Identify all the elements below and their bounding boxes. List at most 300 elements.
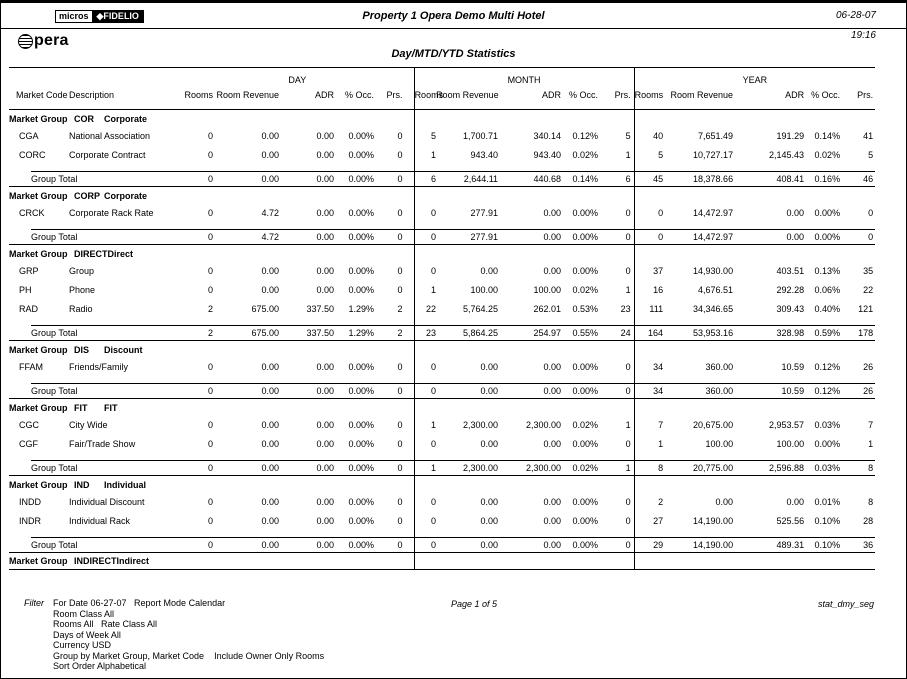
stat-value: 0.59%	[814, 327, 841, 338]
stat-value: 0	[598, 204, 634, 223]
stat-value: 35	[863, 265, 874, 276]
stat-value: 2,953.57	[769, 419, 805, 430]
stat-value: 0.00	[786, 231, 805, 242]
group-total-rule	[9, 319, 875, 326]
stat-value: 46	[863, 173, 874, 184]
stat-value: 0	[598, 230, 634, 245]
stat-value: 8	[658, 462, 664, 473]
stat-value: 0.00	[316, 265, 334, 276]
stat-value: 6	[598, 172, 634, 187]
stat-value: 2,145.43	[769, 149, 805, 160]
stat-value: 0.00	[261, 284, 279, 295]
col-header-rooms-d: Rooms	[184, 89, 213, 100]
filter-line: Sort Order Alphabetical	[53, 661, 147, 671]
stat-value: 100.00	[705, 438, 734, 449]
stat-value: 0.00%	[348, 539, 374, 550]
stat-value: 1.29%	[348, 327, 374, 338]
table-row	[9, 281, 875, 300]
stat-value: 0.00	[261, 173, 279, 184]
stat-value: 0.12%	[572, 130, 599, 141]
market-code: CGF	[19, 438, 38, 449]
stat-value: 14,930.00	[693, 265, 734, 276]
stat-value: 0.00	[480, 496, 499, 507]
market-group-header-row	[9, 187, 875, 204]
stat-value: 0	[207, 539, 213, 550]
stat-value: 191.29	[776, 130, 805, 141]
stat-value: 7,651.49	[698, 130, 734, 141]
stat-value: 0.00	[316, 231, 334, 242]
stat-value: 0	[374, 172, 414, 187]
stat-value: 5	[868, 149, 874, 160]
market-group-code: CORP	[74, 190, 101, 201]
market-group-corp	[9, 187, 875, 245]
stat-value: 24	[598, 326, 634, 341]
stat-value: 0.00	[543, 265, 562, 276]
stat-value: 29	[653, 539, 664, 550]
market-group-cor	[9, 110, 875, 187]
stat-value: 0.00	[316, 462, 334, 473]
stat-value: 0	[658, 207, 664, 218]
stat-value: 0.40%	[814, 303, 841, 314]
stat-value: 0.00	[261, 539, 279, 550]
stat-value: 0.00%	[348, 462, 374, 473]
stat-value: 20,675.00	[693, 419, 734, 430]
col-header-adr-m: ADR	[542, 89, 562, 100]
group-total-rule	[9, 377, 875, 384]
group-total-label: Group Total	[31, 539, 78, 550]
stat-value: 0	[598, 493, 634, 512]
column-header-row	[9, 89, 875, 110]
market-group-header-row	[9, 341, 875, 358]
stat-value: 309.43	[776, 303, 805, 314]
stat-value: 0.00	[543, 438, 562, 449]
stat-value: 0.00	[261, 130, 279, 141]
table-row	[9, 262, 875, 281]
stat-value: 0	[658, 231, 664, 242]
stat-value: 26	[863, 385, 874, 396]
stat-value: 14,190.00	[693, 539, 734, 550]
stat-value: 0	[374, 384, 414, 399]
stat-value: 0.00%	[348, 515, 374, 526]
stat-value: 0.00%	[348, 149, 374, 160]
stat-value: 0	[598, 384, 634, 399]
group-total-row	[9, 461, 875, 476]
stat-value: 0.55%	[572, 327, 599, 338]
period-header-year: YEAR	[742, 74, 768, 85]
stat-value: 0.00%	[572, 496, 599, 507]
market-group-name: Corporate	[104, 113, 148, 124]
stat-value: 292.28	[776, 284, 805, 295]
stat-value: 0	[374, 281, 414, 300]
stat-value: 0.00	[261, 385, 279, 396]
fidelio-logo-text: ◆FIDELIO	[93, 10, 144, 23]
stat-value: 0.00%	[572, 207, 599, 218]
stat-value: 0.00	[786, 496, 805, 507]
stat-value: 34,346.65	[693, 303, 734, 314]
market-group-name: Discount	[104, 344, 143, 355]
market-code-description: Friends/Family	[69, 361, 129, 372]
market-group-name: Indirect	[116, 556, 150, 566]
group-total-row	[9, 172, 875, 187]
market-code-description: Radio	[69, 303, 93, 314]
col-header-prs-y: Prs.	[857, 89, 874, 100]
market-group-header-row	[9, 476, 875, 493]
stat-value: 121	[858, 303, 874, 314]
stat-value: 0.00%	[348, 361, 374, 372]
stat-value: 0	[598, 262, 634, 281]
stat-value: 0	[207, 231, 213, 242]
stat-value: 0	[598, 512, 634, 531]
stat-value: 2	[374, 300, 414, 319]
table-row	[9, 358, 875, 377]
opera-logo-text: pera	[34, 32, 69, 49]
market-group-name: FIT	[104, 402, 118, 413]
filter-section	[24, 598, 906, 672]
stat-value: 2	[658, 496, 664, 507]
stat-value: 0.00	[316, 438, 334, 449]
stat-value: 0.00	[316, 515, 334, 526]
stat-value: 100.00	[533, 284, 562, 295]
market-group-label: Market Group	[9, 479, 68, 490]
stat-value: 0.00	[543, 539, 562, 550]
stat-value: 0	[431, 515, 437, 526]
market-group-label: Market Group	[9, 556, 68, 566]
market-group-label: Market Group	[9, 344, 68, 355]
stat-value: 1	[658, 438, 664, 449]
filter-lines	[53, 598, 324, 672]
market-group-ind	[9, 476, 875, 553]
market-code: INDD	[19, 496, 41, 507]
stat-value: 18,378.66	[693, 173, 734, 184]
stat-value: 675.00	[251, 327, 279, 338]
col-header-rooms-m: Rooms	[414, 89, 444, 100]
market-code-description: Individual Discount	[69, 496, 145, 507]
table-row	[9, 146, 875, 165]
stat-value: 111	[649, 303, 664, 314]
stat-value: 0	[207, 173, 213, 184]
group-total-rule	[9, 223, 875, 230]
stat-value: 14,472.97	[693, 231, 734, 242]
opera-logo	[18, 32, 69, 50]
period-header-row	[9, 68, 875, 89]
stat-value: 0.00	[543, 361, 562, 372]
stat-value: 254.97	[533, 327, 562, 338]
stat-value: 1	[598, 416, 634, 435]
stat-value: 0.00%	[814, 438, 841, 449]
stat-value: 0	[431, 438, 437, 449]
market-code: GRP	[19, 265, 39, 276]
stat-value: 0	[431, 265, 437, 276]
period-header-month: MONTH	[414, 68, 634, 89]
stat-value: 0	[207, 284, 213, 295]
report-subheader	[1, 29, 906, 67]
stat-value: 525.56	[776, 515, 805, 526]
market-group-code: FIT	[74, 402, 88, 413]
stat-value: 0.00%	[348, 207, 374, 218]
stat-value: 2,300.00	[463, 419, 499, 430]
stat-value: 328.98	[776, 327, 805, 338]
group-total-row	[9, 384, 875, 399]
stat-value: 2,300.00	[526, 462, 562, 473]
stat-value: 0.00	[261, 496, 279, 507]
stat-value: 0.02%	[572, 284, 599, 295]
group-total-label: Group Total	[31, 327, 78, 338]
stat-value: 0	[374, 416, 414, 435]
stat-value: 0.00	[261, 149, 279, 160]
stat-value: 1.29%	[348, 303, 374, 314]
market-code-description: City Wide	[69, 419, 108, 430]
group-total-label: Group Total	[31, 385, 78, 396]
stat-value: 0.00%	[814, 231, 841, 242]
stat-value: 0.00%	[572, 438, 599, 449]
stat-value: 2,644.11	[463, 173, 499, 184]
stat-value: 14,190.00	[693, 515, 734, 526]
stat-value: 0.16%	[814, 173, 841, 184]
stat-value: 0	[374, 493, 414, 512]
stat-value: 675.00	[251, 303, 279, 314]
stat-value: 1	[431, 149, 437, 160]
stat-value: 0	[374, 538, 414, 553]
group-total-row	[9, 230, 875, 245]
stat-value: 0	[431, 539, 437, 550]
stat-value: 0.00	[543, 385, 562, 396]
stat-value: 1	[598, 146, 634, 165]
market-group-code: DIRECT	[74, 248, 108, 259]
stat-value: 27	[653, 515, 664, 526]
group-total-label: Group Total	[31, 462, 78, 473]
market-group-header-row	[9, 245, 875, 262]
market-group-dis	[9, 341, 875, 399]
table-row	[9, 300, 875, 319]
col-header-description: Description	[69, 89, 115, 100]
stat-value: 0	[207, 265, 213, 276]
filter-line: Rooms All Rate Class All	[53, 619, 158, 629]
col-header-roomrevenue-d: Room Revenue	[216, 89, 279, 100]
stat-value: 0.03%	[814, 462, 841, 473]
report-footer	[1, 598, 906, 672]
print-time: 19:16	[850, 30, 876, 41]
stat-value: 0.03%	[814, 419, 841, 430]
market-code: CGA	[19, 130, 39, 141]
table-row	[9, 416, 875, 435]
stat-value: 36	[863, 539, 874, 550]
stat-value: 0	[207, 515, 213, 526]
market-code: CRCK	[19, 207, 45, 218]
stat-value: 100.00	[776, 438, 805, 449]
stat-value: 0.10%	[814, 515, 841, 526]
stat-value: 41	[863, 130, 874, 141]
stat-value: 337.50	[306, 303, 334, 314]
stat-value: 2	[207, 327, 213, 338]
market-group-code: INDIRECT	[74, 556, 117, 566]
group-total-row	[9, 538, 875, 553]
stats-table	[9, 67, 875, 570]
market-group-direct	[9, 245, 875, 341]
stat-value: 0.00%	[348, 173, 374, 184]
stat-value: 26	[863, 361, 874, 372]
stat-value: 0	[374, 358, 414, 377]
col-header-roomrevenue-y: Room Revenue	[670, 89, 734, 100]
market-group-name: Individual	[104, 479, 147, 490]
stat-value: 1	[431, 284, 437, 295]
stat-value: 403.51	[776, 265, 805, 276]
stat-value: 0.00	[316, 130, 334, 141]
stat-value: 0.00	[480, 385, 499, 396]
stat-value: 0	[374, 230, 414, 245]
stat-value: 2,300.00	[526, 419, 562, 430]
stat-value: 0.00	[316, 361, 334, 372]
market-code: FFAM	[19, 361, 43, 372]
stat-value: 22	[863, 284, 874, 295]
stat-value: 0	[207, 207, 213, 218]
stat-value: 7	[868, 419, 874, 430]
group-total-row	[9, 326, 875, 341]
stat-value: 1	[598, 461, 634, 476]
stat-value: 2	[374, 326, 414, 341]
market-group-code: COR	[74, 113, 94, 124]
stat-value: 0.06%	[814, 284, 841, 295]
market-code-description: Individual Rack	[69, 515, 131, 526]
stat-value: 0	[598, 435, 634, 454]
market-group-label: Market Group	[9, 190, 68, 201]
stat-value: 0.00	[480, 515, 499, 526]
stat-value: 0.00%	[348, 419, 374, 430]
micros-logo-text: micros	[55, 10, 93, 23]
market-group-label: Market Group	[9, 248, 68, 259]
filter-line: Group by Market Group, Market Code Include Owner Only Rooms	[53, 650, 325, 661]
group-total-rule	[9, 165, 875, 172]
market-code: RAD	[19, 303, 39, 314]
market-code: CORC	[19, 149, 46, 160]
micros-fidelio-logo	[55, 10, 144, 23]
stat-value: 1	[431, 419, 437, 430]
filter-line: Currency USD	[53, 640, 112, 650]
stat-value: 0.00	[316, 539, 334, 550]
stat-value: 14,472.97	[693, 207, 734, 218]
stat-value: 0.00	[543, 515, 562, 526]
filter-line: Room Class All	[53, 608, 115, 619]
stat-value: 0.00	[480, 438, 499, 449]
stat-value: 20,775.00	[693, 462, 734, 473]
stat-value: 337.50	[306, 327, 334, 338]
filter-label: Filter	[24, 598, 44, 608]
stat-value: 0.01%	[814, 496, 841, 507]
stat-value: 0.00%	[348, 265, 374, 276]
stat-value: 23	[426, 327, 437, 338]
stat-value: 0.00%	[814, 207, 841, 218]
stat-value: 0	[207, 149, 213, 160]
market-group-name: Direct	[107, 248, 134, 259]
stat-value: 0.00	[261, 419, 279, 430]
stat-value: 0.00%	[572, 385, 599, 396]
stat-value: 277.91	[470, 207, 499, 218]
stat-value: 10,727.17	[693, 149, 734, 160]
stat-value: 0.00	[261, 438, 279, 449]
report-title: Day/MTD/YTD Statistics	[391, 48, 516, 60]
stat-value: 0	[374, 512, 414, 531]
stat-value: 6	[431, 173, 437, 184]
stat-value: 0.00	[480, 361, 499, 372]
property-title: Property 1 Opera Demo Multi Hotel	[362, 10, 545, 22]
stat-value: 2,596.88	[769, 462, 805, 473]
stat-value: 0.00%	[572, 361, 599, 372]
group-total-rule	[9, 454, 875, 461]
stat-value: 0.00%	[572, 231, 599, 242]
stat-value: 37	[653, 265, 664, 276]
opera-globe-icon	[18, 34, 33, 49]
stat-value: 0.00%	[572, 515, 599, 526]
page-number: Page 1 of 5	[451, 599, 498, 609]
col-header-occ-m: % Occ.	[569, 89, 599, 100]
stat-value: 100.00	[470, 284, 499, 295]
stat-value: 0	[431, 207, 437, 218]
stat-value: 0	[431, 231, 437, 242]
stat-value: 22	[426, 303, 437, 314]
table-row	[9, 435, 875, 454]
filter-line: Days of Week All	[53, 629, 121, 640]
stat-value: 0.00%	[348, 438, 374, 449]
stat-value: 360.00	[705, 361, 734, 372]
market-code: CGC	[19, 419, 39, 430]
market-group-label: Market Group	[9, 402, 68, 413]
stat-value: 10.59	[781, 385, 805, 396]
col-header-occ-d: % Occ.	[344, 89, 374, 100]
stat-value: 0.14%	[814, 130, 841, 141]
stat-value: 0	[374, 127, 414, 146]
period-header-day: DAY	[181, 68, 414, 89]
stat-value: 10.59	[781, 361, 805, 372]
stat-value: 0	[207, 419, 213, 430]
stat-value: 0.00%	[348, 496, 374, 507]
market-group-fit	[9, 399, 875, 476]
stat-value: 178	[858, 327, 874, 338]
market-code-description: National Association	[69, 130, 151, 141]
stat-value: 0	[374, 204, 414, 223]
col-header-adr-y: ADR	[785, 89, 805, 100]
stats-table-header	[9, 68, 875, 110]
stat-value: 0	[207, 385, 213, 396]
stat-value: 0.02%	[572, 149, 599, 160]
table-row	[9, 127, 875, 146]
stat-value: 7	[658, 419, 664, 430]
stat-value: 0.13%	[814, 265, 841, 276]
stat-value: 943.40	[533, 149, 562, 160]
stat-value: 8	[868, 496, 874, 507]
stat-value: 0.00	[261, 265, 279, 276]
stat-value: 0.00	[316, 385, 334, 396]
stat-value: 0.10%	[814, 539, 841, 550]
stat-value: 0.00	[316, 496, 334, 507]
stat-value: 408.41	[776, 173, 805, 184]
stat-value: 2	[207, 303, 213, 314]
stat-value: 0.00%	[348, 284, 374, 295]
market-group-code: DIS	[74, 344, 90, 355]
stat-value: 5,764.25	[463, 303, 499, 314]
stat-value: 5	[658, 149, 664, 160]
stat-value: 16	[653, 284, 664, 295]
col-header-prs-d: Prs.	[374, 89, 414, 110]
market-code-description: Group	[69, 265, 95, 276]
stat-value: 1	[431, 462, 437, 473]
stat-value: 5	[598, 127, 634, 146]
report-header	[1, 3, 906, 29]
stat-value: 0.00	[480, 539, 499, 550]
stat-value: 0.00	[543, 207, 562, 218]
stat-value: 164	[648, 327, 664, 338]
stat-value: 0.00	[316, 149, 334, 160]
market-code-description: Phone	[69, 284, 96, 295]
stat-value: 0.12%	[814, 385, 841, 396]
